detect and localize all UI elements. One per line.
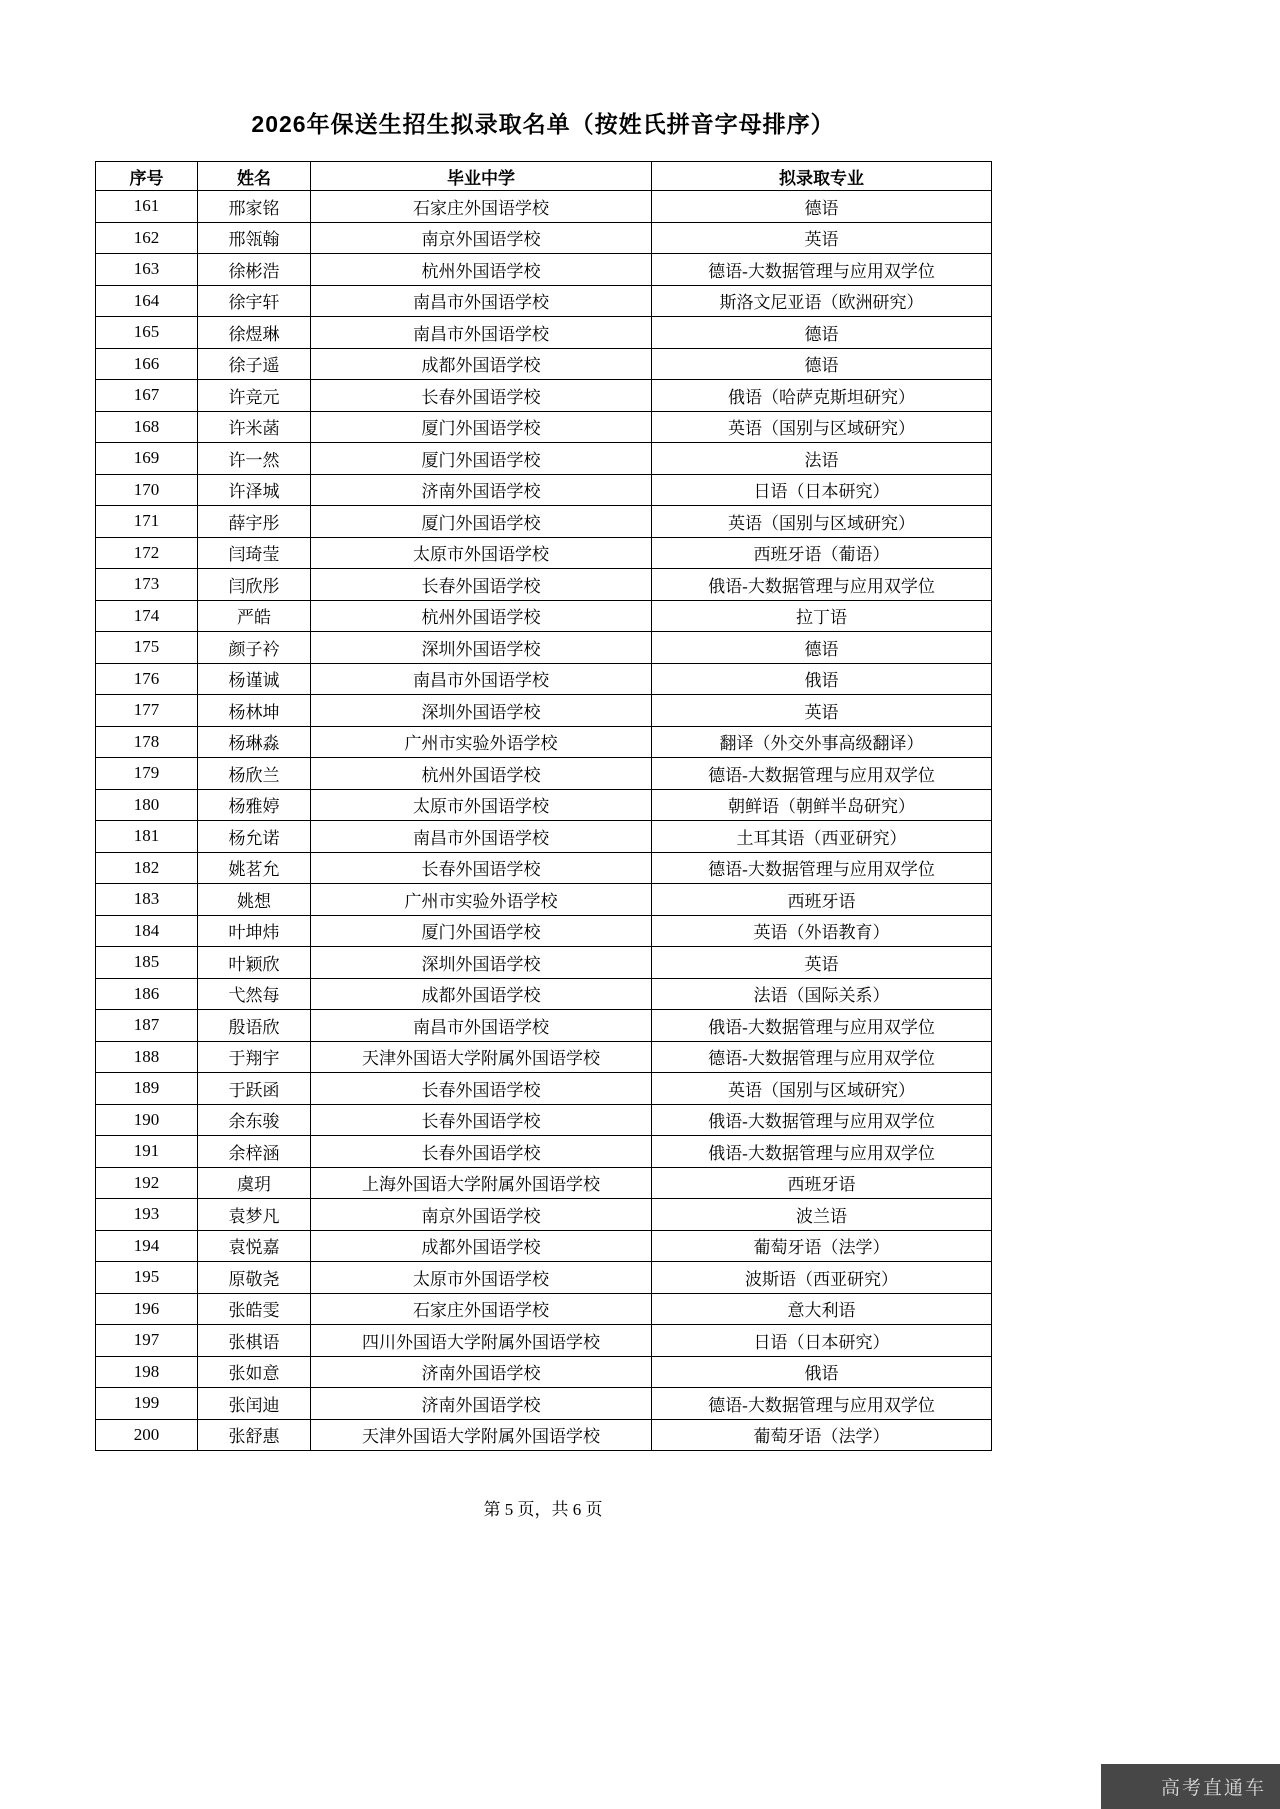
cell-name: 张闰迪 [198, 1388, 311, 1420]
cell-school: 厦门外国语学校 [311, 915, 652, 947]
cell-school: 石家庄外国语学校 [311, 191, 652, 223]
cell-major: 日语（日本研究） [652, 1325, 992, 1357]
cell-name: 杨琳淼 [198, 726, 311, 758]
cell-school: 深圳外国语学校 [311, 632, 652, 664]
cell-index: 173 [96, 569, 198, 601]
table-row [96, 1325, 992, 1357]
cell-name: 许泽城 [198, 474, 311, 506]
cell-school: 南昌市外国语学校 [311, 1010, 652, 1042]
cell-school: 济南外国语学校 [311, 1356, 652, 1388]
cell-school: 南昌市外国语学校 [311, 821, 652, 853]
table-row [96, 411, 992, 443]
table-row [96, 1041, 992, 1073]
cell-major: 俄语-大数据管理与应用双学位 [652, 569, 992, 601]
cell-school: 南昌市外国语学校 [311, 663, 652, 695]
cell-school: 广州市实验外语学校 [311, 884, 652, 916]
header-index: 序号 [96, 162, 198, 191]
cell-school: 成都外国语学校 [311, 348, 652, 380]
cell-school: 广州市实验外语学校 [311, 726, 652, 758]
cell-index: 166 [96, 348, 198, 380]
cell-name: 杨雅婷 [198, 789, 311, 821]
cell-major: 德语 [652, 348, 992, 380]
cell-school: 成都外国语学校 [311, 978, 652, 1010]
cell-index: 164 [96, 285, 198, 317]
cell-school: 石家庄外国语学校 [311, 1293, 652, 1325]
cell-major: 拉丁语 [652, 600, 992, 632]
cell-major: 法语 [652, 443, 992, 475]
cell-major: 西班牙语 [652, 1167, 992, 1199]
cell-major: 波兰语 [652, 1199, 992, 1231]
cell-name: 闫欣彤 [198, 569, 311, 601]
cell-school: 杭州外国语学校 [311, 254, 652, 286]
cell-index: 169 [96, 443, 198, 475]
cell-major: 德语 [652, 632, 992, 664]
table-row [96, 1230, 992, 1262]
table-row [96, 821, 992, 853]
cell-index: 196 [96, 1293, 198, 1325]
cell-major: 俄语-大数据管理与应用双学位 [652, 1136, 992, 1168]
table-row [96, 1104, 992, 1136]
table-row [96, 726, 992, 758]
cell-index: 192 [96, 1167, 198, 1199]
cell-index: 165 [96, 317, 198, 349]
cell-major: 俄语-大数据管理与应用双学位 [652, 1104, 992, 1136]
cell-name: 叶坤炜 [198, 915, 311, 947]
cell-name: 叶颖欣 [198, 947, 311, 979]
cell-index: 185 [96, 947, 198, 979]
cell-name: 徐宇轩 [198, 285, 311, 317]
cell-name: 殷语欣 [198, 1010, 311, 1042]
table-header-row [96, 162, 992, 191]
table-row [96, 1293, 992, 1325]
cell-major: 土耳其语（西亚研究） [652, 821, 992, 853]
table-row [96, 600, 992, 632]
table-row [96, 1419, 992, 1451]
cell-name: 张如意 [198, 1356, 311, 1388]
cell-name: 姚想 [198, 884, 311, 916]
table-row [96, 758, 992, 790]
cell-name: 徐彬浩 [198, 254, 311, 286]
cell-name: 袁悦嘉 [198, 1230, 311, 1262]
cell-name: 邢瓴翰 [198, 222, 311, 254]
cell-school: 杭州外国语学校 [311, 758, 652, 790]
table-row [96, 947, 992, 979]
cell-school: 南京外国语学校 [311, 1199, 652, 1231]
cell-school: 四川外国语大学附属外国语学校 [311, 1325, 652, 1357]
cell-major: 德语-大数据管理与应用双学位 [652, 852, 992, 884]
cell-school: 深圳外国语学校 [311, 695, 652, 727]
table-row [96, 474, 992, 506]
cell-school: 天津外国语大学附属外国语学校 [311, 1041, 652, 1073]
cell-major: 西班牙语（葡语） [652, 537, 992, 569]
cell-major: 英语（外语教育） [652, 915, 992, 947]
cell-name: 许竞元 [198, 380, 311, 412]
cell-name: 于跃函 [198, 1073, 311, 1105]
cell-major: 英语（国别与区域研究） [652, 506, 992, 538]
cell-name: 徐子遥 [198, 348, 311, 380]
cell-school: 长春外国语学校 [311, 1104, 652, 1136]
cell-index: 172 [96, 537, 198, 569]
cell-major: 德语 [652, 191, 992, 223]
cell-major: 葡萄牙语（法学） [652, 1230, 992, 1262]
cell-index: 191 [96, 1136, 198, 1168]
cell-index: 181 [96, 821, 198, 853]
cell-index: 179 [96, 758, 198, 790]
cell-school: 深圳外国语学校 [311, 947, 652, 979]
table-row [96, 506, 992, 538]
cell-name: 张舒惠 [198, 1419, 311, 1451]
header-major: 拟录取专业 [652, 162, 992, 191]
cell-major: 波斯语（西亚研究） [652, 1262, 992, 1294]
cell-index: 163 [96, 254, 198, 286]
table-row [96, 1262, 992, 1294]
table-row [96, 569, 992, 601]
cell-index: 195 [96, 1262, 198, 1294]
table-row [96, 443, 992, 475]
cell-index: 168 [96, 411, 198, 443]
table-header [96, 162, 992, 191]
table-row [96, 1356, 992, 1388]
table-row [96, 978, 992, 1010]
table-row [96, 1388, 992, 1420]
cell-index: 197 [96, 1325, 198, 1357]
cell-major: 法语（国际关系） [652, 978, 992, 1010]
cell-major: 德语-大数据管理与应用双学位 [652, 254, 992, 286]
cell-index: 180 [96, 789, 198, 821]
cell-index: 176 [96, 663, 198, 695]
header-school: 毕业中学 [311, 162, 652, 191]
table-row [96, 222, 992, 254]
cell-name: 杨欣兰 [198, 758, 311, 790]
cell-school: 长春外国语学校 [311, 569, 652, 601]
cell-major: 英语（国别与区域研究） [652, 411, 992, 443]
cell-name: 颜子衿 [198, 632, 311, 664]
table-row [96, 663, 992, 695]
cell-school: 济南外国语学校 [311, 1388, 652, 1420]
page-title: 2026年保送生招生拟录取名单（按姓氏拼音字母排序） [251, 111, 835, 137]
cell-index: 175 [96, 632, 198, 664]
cell-name: 许米菡 [198, 411, 311, 443]
cell-major: 英语（国别与区域研究） [652, 1073, 992, 1105]
cell-major: 斯洛文尼亚语（欧洲研究） [652, 285, 992, 317]
header-name: 姓名 [198, 162, 311, 191]
cell-name: 余东骏 [198, 1104, 311, 1136]
cell-school: 杭州外国语学校 [311, 600, 652, 632]
cell-name: 于翔宇 [198, 1041, 311, 1073]
cell-major: 西班牙语 [652, 884, 992, 916]
watermark-badge: 高考直通车 [1101, 1764, 1280, 1809]
admission-table [95, 161, 992, 1451]
cell-index: 177 [96, 695, 198, 727]
cell-index: 184 [96, 915, 198, 947]
cell-name: 袁梦凡 [198, 1199, 311, 1231]
cell-school: 南昌市外国语学校 [311, 285, 652, 317]
table-row [96, 915, 992, 947]
cell-index: 188 [96, 1041, 198, 1073]
cell-index: 174 [96, 600, 198, 632]
cell-index: 199 [96, 1388, 198, 1420]
cell-name: 许一然 [198, 443, 311, 475]
document-page [95, 0, 991, 1520]
table-row [96, 537, 992, 569]
cell-school: 长春外国语学校 [311, 380, 652, 412]
table-row [96, 1073, 992, 1105]
cell-school: 南京外国语学校 [311, 222, 652, 254]
cell-major: 德语-大数据管理与应用双学位 [652, 1388, 992, 1420]
cell-index: 193 [96, 1199, 198, 1231]
cell-name: 杨允诺 [198, 821, 311, 853]
cell-major: 葡萄牙语（法学） [652, 1419, 992, 1451]
cell-index: 167 [96, 380, 198, 412]
table-row [96, 348, 992, 380]
cell-major: 英语 [652, 222, 992, 254]
cell-major: 德语 [652, 317, 992, 349]
cell-school: 上海外国语大学附属外国语学校 [311, 1167, 652, 1199]
cell-major: 英语 [652, 947, 992, 979]
cell-index: 170 [96, 474, 198, 506]
cell-name: 严皓 [198, 600, 311, 632]
cell-major: 意大利语 [652, 1293, 992, 1325]
cell-index: 187 [96, 1010, 198, 1042]
cell-index: 171 [96, 506, 198, 538]
table-row [96, 1167, 992, 1199]
table-row [96, 1199, 992, 1231]
cell-name: 弋然每 [198, 978, 311, 1010]
cell-school: 厦门外国语学校 [311, 506, 652, 538]
cell-major: 德语-大数据管理与应用双学位 [652, 758, 992, 790]
cell-major: 英语 [652, 695, 992, 727]
cell-school: 南昌市外国语学校 [311, 317, 652, 349]
cell-school: 厦门外国语学校 [311, 443, 652, 475]
cell-school: 太原市外国语学校 [311, 789, 652, 821]
cell-name: 杨谨诚 [198, 663, 311, 695]
cell-name: 原敬尧 [198, 1262, 311, 1294]
cell-index: 189 [96, 1073, 198, 1105]
cell-name: 张棋语 [198, 1325, 311, 1357]
table-row [96, 380, 992, 412]
cell-major: 俄语（哈萨克斯坦研究） [652, 380, 992, 412]
table-row [96, 1136, 992, 1168]
table-row [96, 191, 992, 223]
cell-major: 朝鲜语（朝鲜半岛研究） [652, 789, 992, 821]
cell-school: 济南外国语学校 [311, 474, 652, 506]
cell-name: 杨林坤 [198, 695, 311, 727]
table-row [96, 632, 992, 664]
cell-index: 183 [96, 884, 198, 916]
cell-major: 俄语-大数据管理与应用双学位 [652, 1010, 992, 1042]
table-row [96, 695, 992, 727]
cell-index: 198 [96, 1356, 198, 1388]
cell-index: 162 [96, 222, 198, 254]
cell-name: 徐煜琳 [198, 317, 311, 349]
cell-name: 姚茗允 [198, 852, 311, 884]
cell-index: 161 [96, 191, 198, 223]
cell-index: 186 [96, 978, 198, 1010]
cell-school: 天津外国语大学附属外国语学校 [311, 1419, 652, 1451]
cell-name: 虞玥 [198, 1167, 311, 1199]
table-row [96, 789, 992, 821]
cell-index: 182 [96, 852, 198, 884]
cell-school: 长春外国语学校 [311, 1073, 652, 1105]
cell-index: 190 [96, 1104, 198, 1136]
cell-major: 日语（日本研究） [652, 474, 992, 506]
table-row [96, 285, 992, 317]
cell-index: 178 [96, 726, 198, 758]
cell-name: 张皓雯 [198, 1293, 311, 1325]
cell-major: 翻译（外交外事高级翻译） [652, 726, 992, 758]
cell-major: 俄语 [652, 663, 992, 695]
cell-index: 200 [96, 1419, 198, 1451]
cell-school: 成都外国语学校 [311, 1230, 652, 1262]
cell-school: 厦门外国语学校 [311, 411, 652, 443]
table-row [96, 852, 992, 884]
cell-name: 薛宇彤 [198, 506, 311, 538]
cell-name: 闫琦莹 [198, 537, 311, 569]
cell-school: 太原市外国语学校 [311, 537, 652, 569]
cell-index: 194 [96, 1230, 198, 1262]
cell-school: 长春外国语学校 [311, 852, 652, 884]
table-row [96, 1010, 992, 1042]
table-body [96, 191, 992, 1451]
cell-school: 长春外国语学校 [311, 1136, 652, 1168]
cell-name: 邢家铭 [198, 191, 311, 223]
cell-name: 余梓涵 [198, 1136, 311, 1168]
page-number: 第 5 页，共 6 页 [483, 1500, 603, 1519]
cell-school: 太原市外国语学校 [311, 1262, 652, 1294]
cell-major: 德语-大数据管理与应用双学位 [652, 1041, 992, 1073]
table-row [96, 317, 992, 349]
table-row [96, 254, 992, 286]
cell-major: 俄语 [652, 1356, 992, 1388]
table-row [96, 884, 992, 916]
